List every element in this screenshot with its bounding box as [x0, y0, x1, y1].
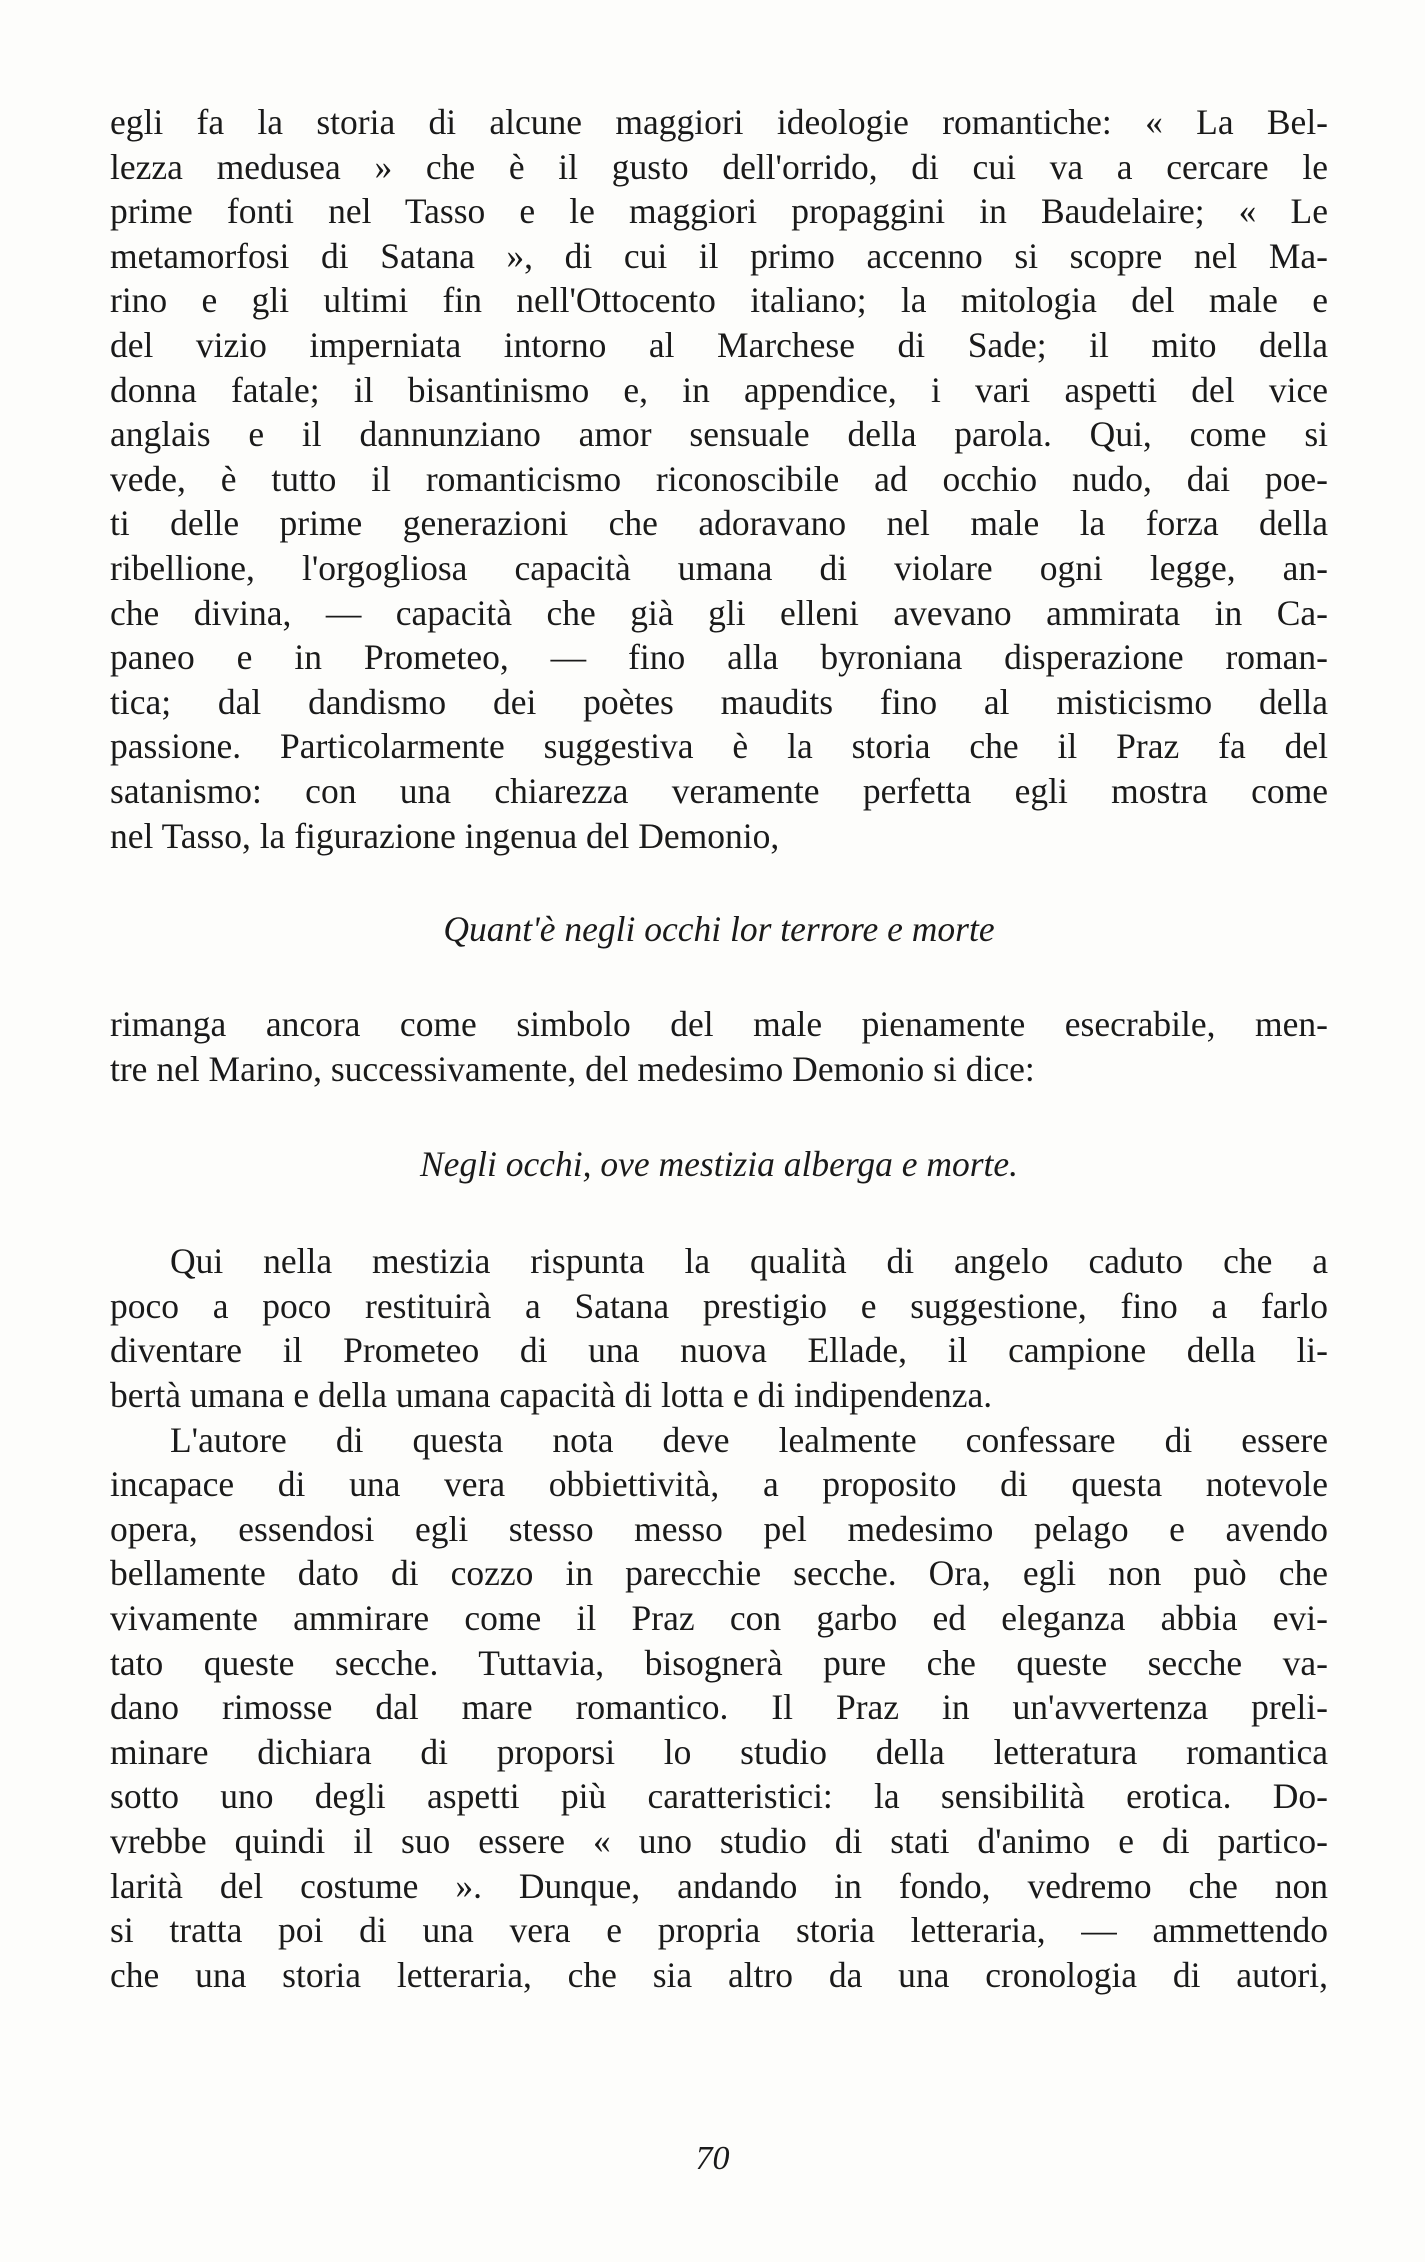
text-line: egli fa la storia di alcune maggiori ideologie romantiche: « La Bel-	[110, 102, 1328, 142]
text-line: vivamente ammirare come il Praz con garbo ed eleganza abbia evi-	[110, 1598, 1328, 1639]
text-line: tato queste secche. Tuttavia, bisognerà pure che queste secche va-	[110, 1642, 1328, 1683]
text-line: che divina, — capacità che già gli elleni avevano ammirata in Ca-	[110, 592, 1328, 633]
text-line: bellamente dato di cozzo in parecchie secche. Ora, egli non può che	[110, 1553, 1328, 1594]
text-line: passione. Particolarmente suggestiva è la storia che il Praz fa del	[110, 726, 1328, 767]
text-line: che una storia letteraria, che sia altro da una cronologia di autori,	[110, 1954, 1328, 1995]
text-line: metamorfosi di Satana », di cui il primo accenno si scopre nel Ma-	[110, 235, 1328, 276]
text-line: sotto uno degli aspetti più caratteristici: la sensibilità erotica. Do-	[110, 1776, 1328, 1817]
text-line: prime fonti nel Tasso e le maggiori propaggini in Baudelaire; « Le	[110, 191, 1328, 232]
paragraph-3	[110, 1239, 1328, 1417]
text-line: vede, è tutto il romanticismo riconoscibile ad occhio nudo, dai poe-	[110, 458, 1328, 499]
text-line: L'autore di questa nota deve lealmente confessare di essere	[170, 1419, 1328, 1460]
page-body	[110, 100, 1328, 1997]
text-line: Qui nella mestizia rispunta la qualità di angelo caduto che a	[170, 1241, 1328, 1282]
text-line: lezza medusea » che è il gusto dell'orrido, di cui va a cercare le	[110, 146, 1328, 187]
text-line: diventare il Prometeo di una nuova Ellade, il campione della li-	[110, 1330, 1328, 1371]
verse-quote-2: Negli occhi, ove mestizia alberga e morte.	[419, 1144, 1019, 1185]
text-line: ti delle prime generazioni che adoravano nel male la forza della	[110, 503, 1328, 544]
text-line: del vizio imperniata intorno al Marchese di Sade; il mito della	[110, 324, 1328, 365]
text-line: rimanga ancora come simbolo del male pienamente esecrabile, men-	[110, 1004, 1328, 1045]
text-line: rino e gli ultimi fin nell'Ottocento italiano; la mitologia del male e	[110, 280, 1328, 321]
paragraph-1	[110, 100, 1328, 858]
paragraph-4	[110, 1418, 1328, 1998]
page-number: 70	[695, 2140, 730, 2177]
text-line: poco a poco restituirà a Satana prestigio e suggestione, fino a farlo	[110, 1285, 1328, 1326]
text-line: opera, essendosi egli stesso messo pel medesimo pelago e avendo	[110, 1508, 1328, 1549]
text-line: donna fatale; il bisantinismo e, in appendice, i vari aspetti del vice	[110, 369, 1328, 410]
text-line: bertà umana e della umana capacità di lotta e di indipendenza.	[110, 1375, 993, 1416]
paragraph-2	[110, 1002, 1328, 1091]
text-line: tre nel Marino, successivamente, del medesimo Demonio si dice:	[110, 1048, 1035, 1089]
text-line: minare dichiara di proporsi lo studio della letteratura romantica	[110, 1731, 1328, 1772]
text-line: ribellione, l'orgogliosa capacità umana di violare ogni legge, an-	[110, 547, 1328, 588]
text-line: nel Tasso, la figurazione ingenua del Demonio,	[110, 815, 780, 856]
text-line: anglais e il dannunziano amor sensuale della parola. Qui, come si	[110, 414, 1328, 455]
text-line: paneo e in Prometeo, — fino alla byroniana disperazione roman-	[110, 637, 1328, 678]
text-line: tica; dal dandismo dei poètes maudits fino al misticismo della	[110, 681, 1328, 722]
text-line: si tratta poi di una vera e propria storia letteraria, — ammettendo	[110, 1910, 1328, 1951]
text-line: dano rimosse dal mare romantico. Il Praz in un'avvertenza preli-	[110, 1687, 1328, 1728]
text-line: incapace di una vera obbiettività, a proposito di questa notevole	[110, 1464, 1328, 1505]
text-line: larità del costume ». Dunque, andando in fondo, vedremo che non	[110, 1865, 1328, 1906]
text-line: satanismo: con una chiarezza veramente perfetta egli mostra come	[110, 770, 1328, 811]
verse-quote-1: Quant'è negli occhi lor terrore e morte	[443, 909, 995, 950]
text-line: vrebbe quindi il suo essere « uno studio di stati d'animo e di partico-	[110, 1821, 1328, 1861]
